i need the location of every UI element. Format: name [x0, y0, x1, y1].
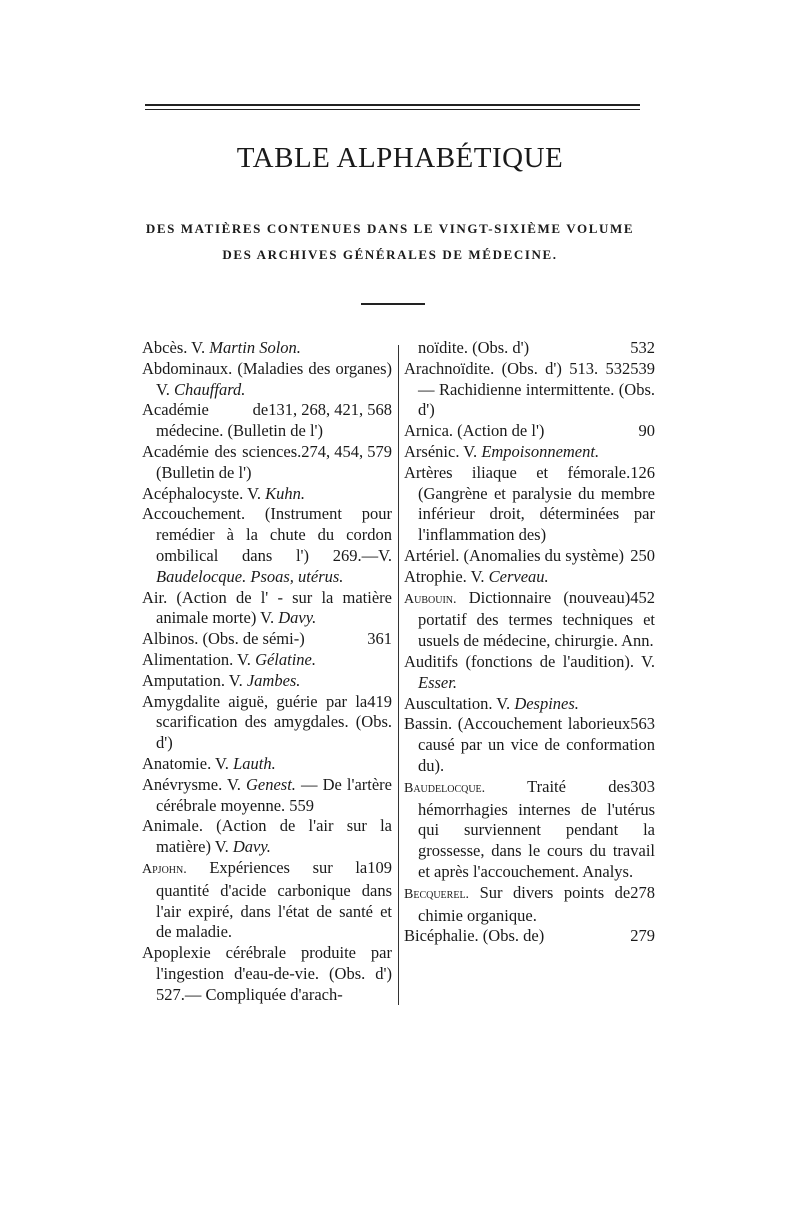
entry-text-continued: — De l'artère cérébrale moyenne. 559 — [156, 774, 392, 815]
index-entry — [404, 546, 655, 567]
entry-text: Sur divers points de chimie organique. — [418, 882, 631, 925]
index-entry — [142, 359, 392, 401]
subtitle-line-1: DES MATIÈRES CONTENUES DANS LE VINGT-SIXIÈME VOLUME — [145, 221, 635, 236]
index-entry — [142, 650, 392, 671]
entry-reference: Despines. — [514, 693, 579, 713]
index-entry — [142, 858, 392, 943]
entry-reference: Davy. — [232, 837, 271, 857]
entry-page-number: 303 — [630, 776, 655, 796]
index-entry — [142, 400, 392, 442]
index-entry — [404, 567, 655, 588]
entry-text: Artériel. (Anomalies du système) — [404, 545, 624, 565]
index-entry — [142, 671, 392, 692]
entry-text: Académie de médecine. (Bulletin de l') — [142, 400, 323, 441]
entry-text: Académie des sciences. (Bulletin de l') — [142, 441, 302, 482]
entry-text: Abcès. V. — [142, 338, 210, 357]
index-entry — [404, 883, 655, 927]
index-entry — [404, 694, 655, 715]
index-column-left — [142, 338, 392, 1006]
index-entry — [404, 777, 655, 883]
entry-text: Dictionnaire (nouveau) portatif des termes techniques et usuels de médecine, chirurgie. Ann. — [418, 587, 655, 651]
entry-reference: Kuhn. — [265, 483, 306, 503]
index-entry — [404, 652, 655, 694]
entry-reference: Cerveau. — [488, 566, 549, 586]
entry-page-number: 126 — [630, 462, 655, 482]
entry-text: Albinos. (Obs. de sémi-) — [142, 629, 305, 649]
entry-reference: Empoisonnement. — [481, 441, 600, 461]
entry-text: Acéphalocyste. V. — [142, 483, 266, 503]
entry-text: Animale. (Action de l'air sur la matière) V. — [142, 816, 392, 857]
entry-reference: Jambes. — [246, 670, 301, 690]
entry-text: Arachnoïdite. (Obs. d') 513. 532 — Rachidienne intermittente. (Obs. d') — [404, 358, 655, 420]
entry-text: Air. (Action de l' - sur la matière animale morte) V. — [142, 587, 392, 628]
page-subtitle — [120, 216, 660, 268]
entry-author: Aubouin. — [404, 591, 457, 607]
entry-text: Anatomie. V. — [142, 753, 234, 773]
index-entry — [142, 775, 392, 817]
entry-page-number: 361 — [367, 629, 392, 649]
index-entry — [404, 442, 655, 463]
entry-text: Expériences sur la quantité d'acide carbonique dans l'air expiré, dans l'état de santé et de maladie. — [156, 857, 392, 942]
entry-page-number: 452 — [630, 587, 655, 607]
entry-reference: Martin Solon. — [209, 338, 301, 357]
entry-text: Bassin. (Accouchement laborieux causé par un vice de conformation du). — [404, 714, 655, 775]
title-rule — [361, 303, 425, 305]
entry-text: Atrophie. V. — [404, 566, 489, 586]
index-entry — [142, 484, 392, 505]
entry-page-number: 279 — [630, 926, 655, 946]
index-entry — [142, 504, 392, 587]
entry-text: noïdite. (Obs. d') — [418, 338, 530, 357]
index-entry — [142, 442, 392, 484]
entry-text: Auditifs (fonctions de l'audition). V. — [404, 651, 655, 671]
index-entry — [404, 421, 655, 442]
entry-reference: Gélatine. — [255, 649, 317, 669]
entry-text: Bicéphalie. (Obs. de) — [404, 926, 545, 946]
entry-author: Apjohn. — [142, 861, 187, 877]
subtitle-line-2: DES ARCHIVES GÉNÉRALES DE MÉDECINE. — [222, 247, 558, 262]
entry-author: Becquerel. — [404, 886, 470, 902]
index-entry — [404, 338, 655, 359]
entry-page-number: 419 — [367, 691, 392, 711]
entry-text: Amputation. V. — [142, 670, 247, 690]
index-entry — [142, 816, 392, 858]
entry-page-number: 109 — [367, 857, 392, 877]
entry-text: Apoplexie cérébrale produite par l'ingestion d'eau-de-vie. (Obs. d') 527.— Compliquée d'arach- — [142, 943, 392, 1004]
entry-text: Alimentation. V. — [142, 649, 256, 669]
column-divider — [398, 345, 399, 1005]
index-entry — [142, 754, 392, 775]
entry-text: Arnica. (Action de l') — [404, 421, 545, 441]
entry-text: Auscultation. V. — [404, 693, 515, 713]
index-entry — [404, 714, 655, 776]
entry-text: Amygdalite aiguë, guérie par la scarification des amygdales. (Obs. d') — [142, 691, 392, 753]
entry-page-number: 250 — [630, 545, 655, 565]
entry-page-number: 131, 268, 421, 568 — [268, 400, 392, 420]
index-entry — [142, 588, 392, 630]
index-entry — [142, 338, 392, 359]
entry-reference: Baudelocque. Psoas, utérus. — [156, 566, 344, 586]
entry-text: Accouchement. (Instrument pour remédier à la chute du cordon ombilical dans l') 269.—V. — [142, 504, 392, 565]
entry-page-number: 539 — [630, 358, 655, 378]
entry-reference: Davy. — [278, 608, 317, 628]
index-entry — [142, 943, 392, 1005]
entry-author: Baudelocque. — [404, 780, 486, 796]
entry-reference: Genest. — [245, 774, 296, 794]
top-double-rule — [145, 104, 640, 110]
index-entry — [142, 629, 392, 650]
index-entry — [404, 588, 655, 652]
entry-reference: Chauffard. — [174, 379, 246, 399]
entry-page-number: 274, 454, 579 — [301, 441, 392, 461]
index-entry — [404, 926, 655, 947]
entry-text: Anévrysme. V. — [142, 774, 246, 794]
entry-page-number: 90 — [638, 421, 655, 441]
entry-text: Arsénic. V. — [404, 441, 482, 461]
entry-page-number: 532 — [630, 338, 655, 357]
index-entry — [142, 692, 392, 754]
entry-text: Traité des hémorrhagies internes de l'utérus qui surviennent pendant la grossesse, dans le cours du travail et après l'accouchement. Analys. — [418, 776, 655, 881]
entry-page-number: 278 — [630, 882, 655, 902]
entry-reference: Lauth. — [233, 753, 276, 773]
entry-text: Artères iliaque et fémorale. (Gangrène et paralysie du membre inférieur droit, déterminées par l'inflammation des) — [404, 462, 655, 545]
entry-page-number: 563 — [630, 714, 655, 734]
entry-text: Abdominaux. (Maladies des organes) V. — [142, 358, 392, 399]
index-entry — [404, 463, 655, 546]
index-entry — [404, 359, 655, 421]
page-title: TABLE ALPHABÉTIQUE — [236, 142, 564, 174]
index-column-right — [404, 338, 655, 947]
entry-reference: Esser. — [418, 672, 457, 692]
